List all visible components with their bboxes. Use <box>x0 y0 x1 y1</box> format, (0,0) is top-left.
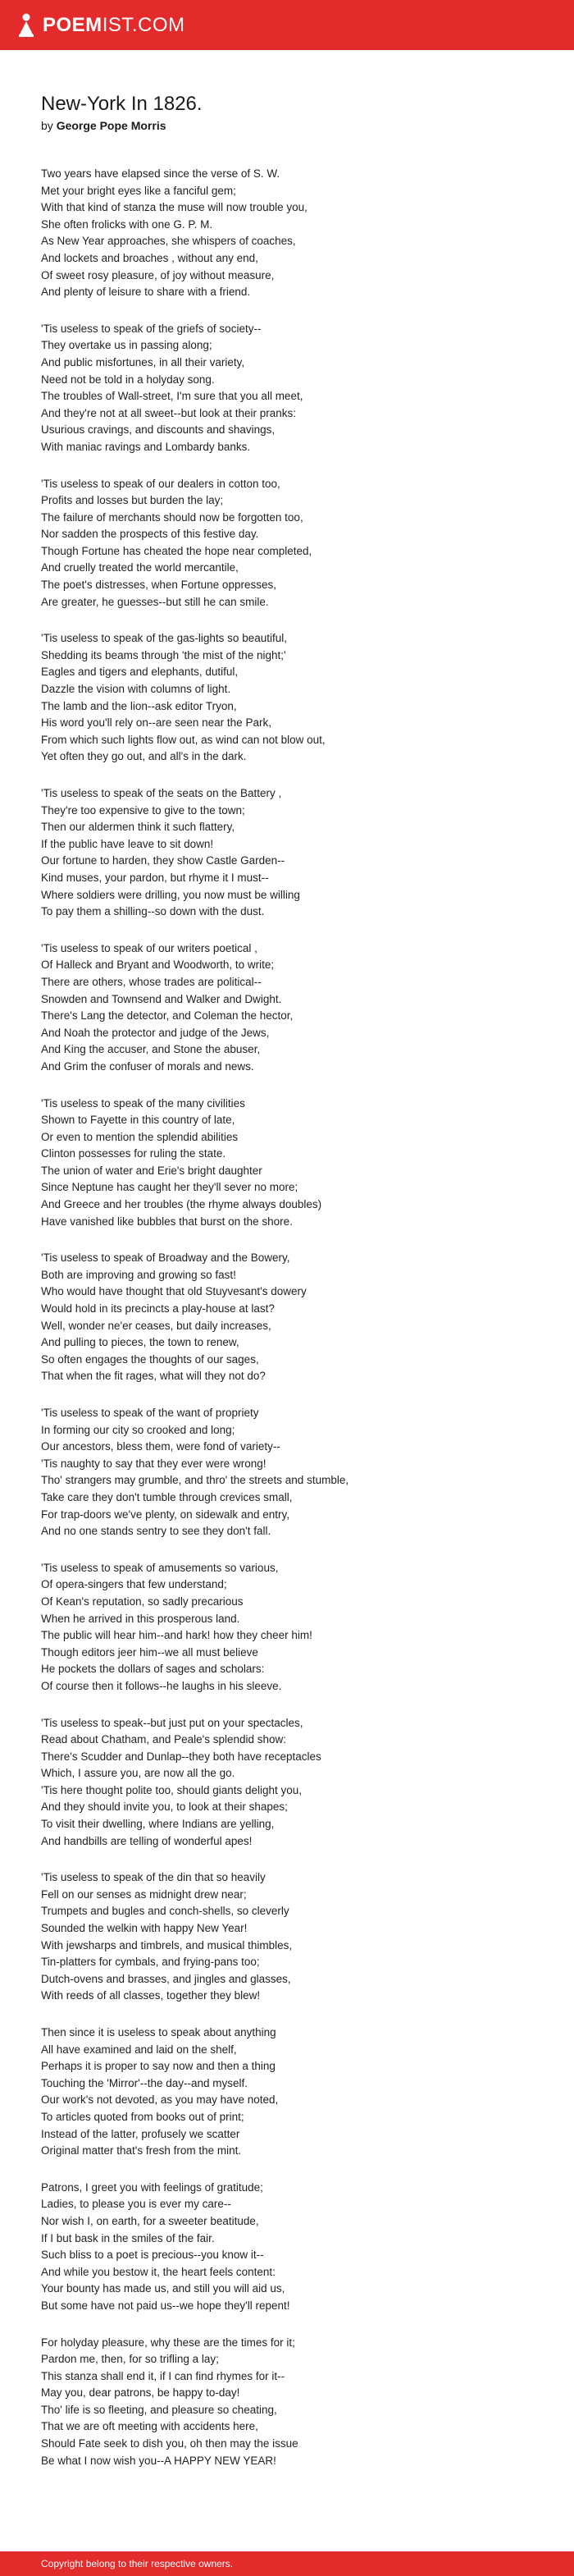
poem-line: Trumpets and bugles and conch-shells, so cleverly <box>41 1905 289 1918</box>
poem-line: Well, wonder ne'er ceases, but daily increases, <box>41 1319 271 1332</box>
poem-line: To articles quoted from books out of print; <box>41 2110 244 2123</box>
poem-line: Profits and losses but burden the lay; <box>41 494 224 507</box>
poem-line: The troubles of Wall-street, I'm sure that you all meet, <box>41 390 303 403</box>
poem-line: The public will hear him--and hark! how they cheer him! <box>41 1629 312 1642</box>
poem-line: And lockets and broaches , without any end, <box>41 251 258 264</box>
poem-line: There are others, whose trades are political-- <box>41 975 262 988</box>
poem-line: Kind muses, your pardon, but rhyme it I must-- <box>41 871 269 884</box>
poem-stanza <box>41 2180 549 2315</box>
poem-line: 'Tis useless to speak of our writers poetical , <box>41 941 257 954</box>
poem-line: For trap-doors we've plenty, on sidewalk and entry, <box>41 1508 289 1521</box>
poem-line: Perhaps it is proper to say now and then a thing <box>41 2060 276 2073</box>
poem-line: 'Tis naughty to say that they ever were wrong! <box>41 1457 266 1470</box>
poem-line: That we are oft meeting with accidents here, <box>41 2420 258 2433</box>
poem-line: And they're not at all sweet--but look at their pranks: <box>41 406 296 419</box>
poem-line: If I but bask in the smiles of the fair. <box>41 2231 215 2244</box>
site-header <box>0 0 574 50</box>
poem-line: Since Neptune has caught her they'll sever no more; <box>41 1181 298 1194</box>
poem-line: 'Tis useless to speak of Broadway and the Bowery, <box>41 1251 290 1265</box>
poem-stanza <box>41 630 549 766</box>
poem-line: And Greece and her troubles (the rhyme always doubles) <box>41 1198 322 1211</box>
poem-line: The poet's distresses, when Fortune oppresses, <box>41 579 276 592</box>
poem-line: And handbills are telling of wonderful apes! <box>41 1834 253 1847</box>
poem-line: The union of water and Erie's bright daughter <box>41 1164 262 1177</box>
poem-line: Clinton possesses for ruling the state. <box>41 1147 226 1160</box>
poem-line: They're too expensive to give to the town; <box>41 803 245 817</box>
poem-line: Our ancestors, bless them, were fond of variety-- <box>41 1440 280 1453</box>
poem-line: 'Tis useless to speak of the din that so heavily <box>41 1871 266 1884</box>
poem-line: Fell on our senses as midnight drew near; <box>41 1887 247 1901</box>
poem-line: Sounded the welkin with happy New Year! <box>41 1922 248 1935</box>
poem-line: And no one stands sentry to see they don't fall. <box>41 1525 271 1538</box>
poem-line: Of sweet rosy pleasure, of joy without measure, <box>41 268 275 281</box>
poem-line: Our work's not devoted, as you may have noted, <box>41 2093 279 2107</box>
site-logo-text <box>43 13 185 36</box>
poem-line: Who would have thought that old Stuyvesant's dowery <box>41 1285 307 1298</box>
site-footer <box>0 2551 574 2576</box>
poem-stanza <box>41 1250 549 1385</box>
poem-stanza <box>41 2025 549 2160</box>
poem-line: With maniac ravings and Lombardy banks. <box>41 440 251 453</box>
poem-line: Nor wish I, on earth, for a sweeter beatitude, <box>41 2214 259 2227</box>
poem-line: Your bounty has made us, and still you will aid us, <box>41 2282 285 2295</box>
poem-line: For holyday pleasure, why these are the times for it; <box>41 2336 295 2349</box>
poem-line: Read about Chatham, and Peale's splendid show: <box>41 1733 287 1746</box>
poem-line: Pardon me, then, for so trifling a lay; <box>41 2353 219 2366</box>
poem-line: 'Tis useless to speak of the many civilities <box>41 1096 245 1110</box>
poem-line: Are greater, he guesses--but still he can smile. <box>41 595 269 608</box>
poem-line: This stanza shall end it, if I can find rhymes for it-- <box>41 2369 285 2382</box>
poem-line: Patrons, I greet you with feelings of gratitude; <box>41 2180 263 2194</box>
poem-line: Our fortune to harden, they show Castle Garden-- <box>41 854 285 867</box>
poem-line: Tin-platters for cymbals, and frying-pans too; <box>41 1956 260 1969</box>
poem-stanza <box>41 2335 549 2470</box>
poem-line: His word you'll rely on--are seen near the Park, <box>41 716 271 730</box>
poem-line: Such bliss to a poet is precious--you know it-- <box>41 2249 264 2262</box>
poem-line: The failure of merchants should now be forgotten too, <box>41 510 303 524</box>
poem-line: Shown to Fayette in this country of late, <box>41 1114 235 1127</box>
poem-line: Tho' strangers may grumble, and thro' the streets and stumble, <box>41 1474 349 1487</box>
poem-line: Which, I assure you, are now all the go. <box>41 1767 235 1780</box>
poem-line: From which such lights flow out, as wind can not blow out, <box>41 733 326 746</box>
poem-stanza <box>41 321 549 456</box>
poem-line: Though Fortune has cheated the hope near completed, <box>41 544 312 557</box>
poem-line: With jewsharps and timbrels, and musical thimbles, <box>41 1938 293 1951</box>
poem-line: That when the fit rages, what will they not do? <box>41 1370 266 1383</box>
poem-line: 'Tis useless to speak of amusements so various, <box>41 1561 279 1574</box>
poem-line: There's Lang the detector, and Coleman the hector, <box>41 1009 294 1023</box>
poem-line: Where soldiers were drilling, you now must be willing <box>41 888 300 901</box>
poem-line: Dutch-ovens and brasses, and jingles and glasses, <box>41 1972 291 1985</box>
poem-line: So often engages the thoughts of our sages, <box>41 1352 259 1366</box>
poem-line: Instead of the latter, profusely we scatter <box>41 2127 240 2140</box>
poem-line: Though editors jeer him--we all must believe <box>41 1645 258 1659</box>
poem-line: Original matter that's fresh from the mint. <box>41 2144 242 2157</box>
poem-line: Be what I now wish you--A HAPPY NEW YEAR! <box>41 2454 276 2467</box>
poem-line: And they should invite you, to look at their shapes; <box>41 1800 288 1814</box>
poem-line: Shedding its beams through 'the mist of the night;' <box>41 648 286 661</box>
poem-line: They overtake us in passing along; <box>41 339 212 352</box>
poem-stanza <box>41 1715 549 1851</box>
poem-title: New-York In 1826. <box>41 93 203 115</box>
poem-line: All have examined and laid on the shelf, <box>41 2043 237 2056</box>
poem-line: There's Scudder and Dunlap--they both have receptacles <box>41 1750 321 1763</box>
poem-line: Eagles and tigers and elephants, dutiful, <box>41 666 239 679</box>
logo-text-strong: POEM <box>43 13 102 36</box>
poem-line: He pockets the dollars of sages and scholars: <box>41 1663 265 1676</box>
poem-stanza <box>41 166 549 301</box>
author-link[interactable]: George Pope Morris <box>56 119 166 132</box>
poem-line: Yet often they go out, and all's in the dark. <box>41 750 247 763</box>
poem-line: Met your bright eyes like a fanciful gem; <box>41 184 236 197</box>
poem-line: Touching the 'Mirror'--the day--and myself. <box>41 2076 248 2089</box>
poem-line: Or even to mention the splendid abilities <box>41 1130 239 1143</box>
poem-line: And public misfortunes, in all their variety, <box>41 355 245 368</box>
poem-line: Of opera-singers that few understand; <box>41 1578 227 1591</box>
poem-line: Nor sadden the prospects of this festive day. <box>41 528 259 541</box>
poem-line: And pulling to pieces, the town to renew, <box>41 1336 239 1349</box>
poem-line: And plenty of leisure to share with a friend. <box>41 286 251 299</box>
poem-line: Have vanished like bubbles that burst on the shore. <box>41 1215 293 1228</box>
poem-byline <box>41 118 549 133</box>
poem-line: 'Tis here thought polite too, should giants delight you, <box>41 1783 303 1796</box>
poem-line: Both are improving and growing so fast! <box>41 1268 236 1281</box>
byline-prefix: by <box>41 119 53 132</box>
poem-stanza <box>41 1405 549 1540</box>
poem-line: 'Tis useless to speak of the seats on the Battery , <box>41 787 282 799</box>
poem-stanza <box>41 1869 549 2005</box>
poem-line: Tho' life is so fleeting, and pleasure so cheating, <box>41 2403 277 2416</box>
poem-line: If the public have leave to sit down! <box>41 837 214 850</box>
poem-line: To pay them a shilling--so down with the dust. <box>41 905 265 918</box>
poem-line: With reeds of all classes, together they blew! <box>41 1989 261 2002</box>
poem-content <box>41 92 549 2489</box>
logo-text-rest: IST.COM <box>102 13 185 36</box>
poem-stanza <box>41 785 549 921</box>
poem-line: Snowden and Townsend and Walker and Dwight. <box>41 992 282 1005</box>
poem-line: She often frolicks with one G. P. M. <box>41 217 213 231</box>
poem-line: Of course then it follows--he laughs in his sleeve. <box>41 1679 282 1692</box>
poem-line: Take care they don't tumble through crevices small, <box>41 1490 293 1503</box>
poem-line: 'Tis useless to speak of the griefs of society-- <box>41 322 262 335</box>
poem-line: And King the accuser, and Stone the abuser, <box>41 1043 261 1056</box>
poem-line: Ladies, to please you is ever my care-- <box>41 2198 231 2211</box>
poem-line: And while you bestow it, the heart feels content: <box>41 2265 276 2278</box>
poem-line: To visit their dwelling, where Indians are yelling, <box>41 1818 275 1831</box>
poem-line: In forming our city so crooked and long; <box>41 1423 235 1436</box>
poem-stanza <box>41 476 549 611</box>
poem-line: 'Tis useless to speak of the gas-lights so beautiful, <box>41 632 287 645</box>
poem-line: Then our aldermen think it such flattery, <box>41 821 235 834</box>
poem-line: Then since it is useless to speak about anything <box>41 2026 276 2038</box>
poem-line: When he arrived in this prosperous land. <box>41 1612 240 1625</box>
poem-line: Would hold in its precincts a play-house at last? <box>41 1302 275 1315</box>
copyright-text: Copyright belong to their respective owners. <box>41 2558 234 2569</box>
poem-line: And cruelly treated the world mercantile, <box>41 561 239 574</box>
poem-line: The lamb and the lion--ask editor Tryon, <box>41 699 237 712</box>
poem-line: With that kind of stanza the muse will now trouble you, <box>41 201 308 214</box>
poem-line: Need not be told in a holyday song. <box>41 373 215 386</box>
poem-stanza <box>41 1096 549 1231</box>
poem-line: 'Tis useless to speak--but just put on your spectacles, <box>41 1716 303 1729</box>
poem-body <box>41 166 549 2469</box>
poem-stanza <box>41 1560 549 1695</box>
poem-line: 'Tis useless to speak of our dealers in cotton too, <box>41 477 280 490</box>
poem-line: Of Kean's reputation, so sadly precarious <box>41 1595 244 1608</box>
poem-line: Two years have elapsed since the verse of S. W. <box>41 167 280 180</box>
poem-line: As New Year approaches, she whispers of coaches, <box>41 235 296 248</box>
poem-line: Of Halleck and Bryant and Woodworth, to write; <box>41 959 275 972</box>
poem-stanza <box>41 940 549 1076</box>
poemist-logo-icon <box>16 13 36 38</box>
poem-line: 'Tis useless to speak of the want of propriety <box>41 1407 259 1419</box>
site-logo-link[interactable] <box>16 13 185 38</box>
poem-line: Should Fate seek to dish you, oh then may the issue <box>41 2437 298 2450</box>
poem-line: And Grim the confuser of morals and news. <box>41 1059 254 1073</box>
poem-line: And Noah the protector and judge of the Jews, <box>41 1026 270 1039</box>
poem-line: May you, dear patrons, be happy to-day! <box>41 2386 240 2400</box>
poem-line: But some have not paid us--we hope they'll repent! <box>41 2299 290 2312</box>
poem-line: Usurious cravings, and discounts and shavings, <box>41 423 276 437</box>
poem-line: Dazzle the vision with columns of light. <box>41 683 231 696</box>
